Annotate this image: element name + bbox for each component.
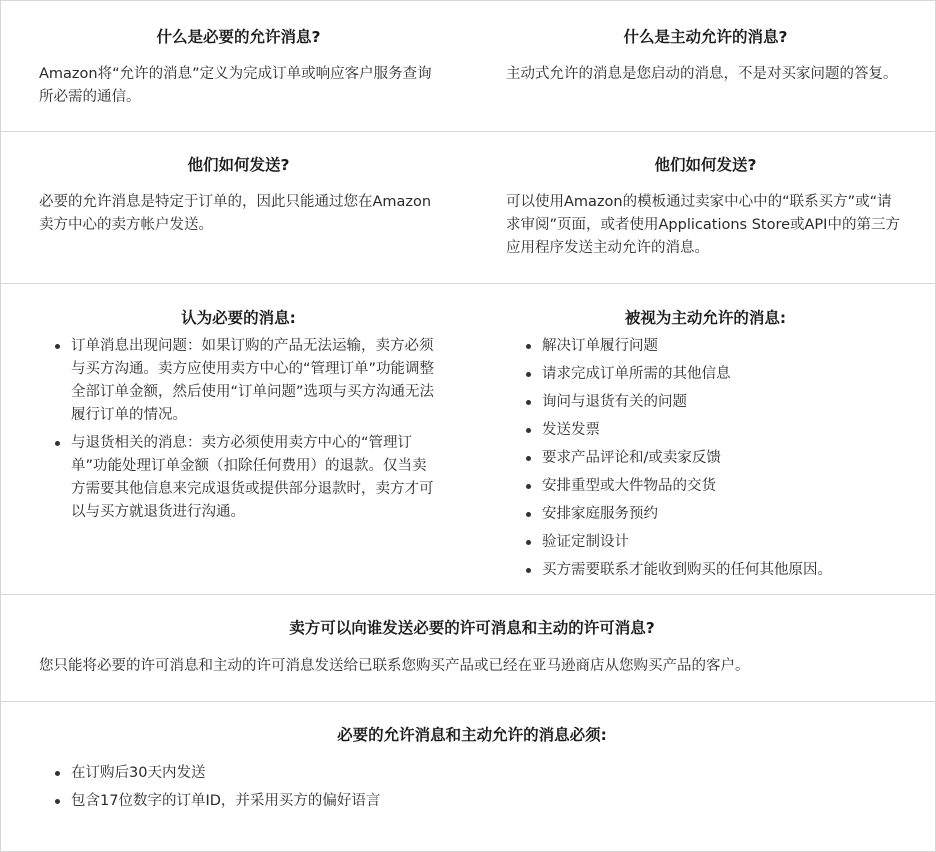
proactive-definition-cell (468, 1, 935, 131)
necessary-sending-heading: 他们如何发送? (187, 156, 290, 174)
necessary-types-list (39, 335, 438, 524)
message-types-row (1, 284, 935, 595)
list-item: 安排家庭服务预约 (524, 503, 905, 526)
definition-row (1, 1, 935, 132)
requirements-cell (1, 702, 935, 851)
proactive-types-list (506, 335, 905, 582)
list-item: 买方需要联系才能收到购买的任何其他原因。 (524, 559, 905, 582)
sending-method-row (1, 132, 935, 284)
list-item: 要求产品评论和/或卖家反馈 (524, 447, 905, 470)
proactive-definition-text: 主动式允许的消息是您启动的消息，不是对买家问题的答复。 (506, 66, 898, 82)
proactive-sending-text: 可以使用Amazon的模板通过卖家中心中的“联系买方”或“请求审阅”页面，或者使用Applications Store或API中的第三方应用程序发送主动允许的消息。 (506, 194, 900, 256)
recipients-text: 您只能将必要的许可消息和主动的许可消息发送给已联系您购买产品或已经在亚马逊商店从您购买产品的客户。 (39, 658, 750, 674)
necessary-definition-cell (1, 1, 468, 131)
list-item: 订单消息出现问题：如果订购的产品无法运输，卖方必须与买方沟通。卖方应使用卖方中心的“管理订单”功能调整全部订单金额，然后使用“订单问题”选项与买方沟通无法履行订单的情况。 (53, 335, 438, 427)
list-item: 安排重型或大件物品的交货 (524, 475, 905, 498)
proactive-types-cell (468, 284, 935, 594)
list-item: 包含17位数字的订单ID，并采用买方的偏好语言 (53, 790, 905, 813)
requirements-heading: 必要的允许消息和主动允许的消息必须: (337, 726, 607, 744)
list-item: 与退货相关的消息：卖方必须使用卖方中心的“管理订单”功能处理订单金额（扣除任何费用）的退款。仅当卖方需要其他信息来完成退货或提供部分退款时，卖方才可以与买方就退货进行沟通。 (53, 432, 438, 524)
list-item: 发送发票 (524, 419, 905, 442)
requirements-row (1, 702, 935, 851)
proactive-sending-cell (468, 132, 935, 283)
proactive-definition-heading: 什么是主动允许的消息? (623, 28, 788, 46)
recipients-cell (1, 595, 935, 701)
necessary-definition-heading: 什么是必要的允许消息? (156, 28, 321, 46)
list-item: 解决订单履行问题 (524, 335, 905, 358)
requirements-list (39, 762, 905, 813)
necessary-definition-text: Amazon将“允许的消息”定义为完成订单或响应客户服务查询所必需的通信。 (39, 66, 432, 105)
list-item: 询问与退货有关的问题 (524, 391, 905, 414)
list-item: 验证定制设计 (524, 531, 905, 554)
necessary-types-cell (1, 284, 468, 594)
list-item: 在订购后30天内发送 (53, 762, 905, 785)
proactive-sending-heading: 他们如何发送? (654, 156, 757, 174)
list-item: 请求完成订单所需的其他信息 (524, 363, 905, 386)
necessary-sending-text: 必要的允许消息是特定于订单的，因此只能通过您在Amazon卖方中心的卖方帐户发送。 (39, 194, 432, 233)
proactive-types-heading: 被视为主动允许的消息: (624, 309, 787, 327)
necessary-types-heading: 认为必要的消息: (181, 309, 296, 327)
necessary-sending-cell (1, 132, 468, 283)
recipients-row (1, 595, 935, 702)
recipients-heading: 卖方可以向谁发送必要的许可消息和主动的许可消息? (289, 619, 655, 637)
